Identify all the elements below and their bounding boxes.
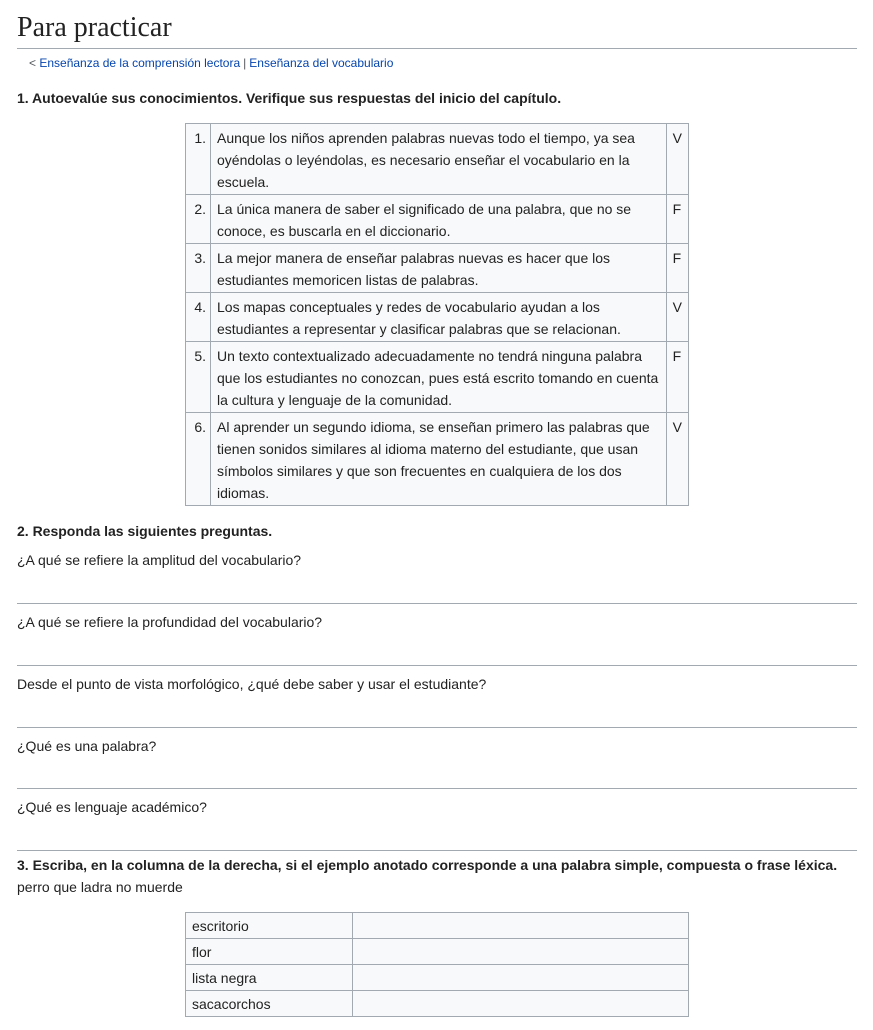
- item-statement: Los mapas conceptuales y redes de vocabulario ayudan a los estudiantes a representar y clasificar palabras que se relacionan.: [211, 293, 667, 342]
- item-number: 3.: [186, 244, 211, 293]
- breadcrumb-separator: |: [243, 56, 247, 70]
- word-cell: escritorio: [186, 913, 353, 939]
- table-row: [186, 939, 689, 965]
- item-statement: Un texto contextualizado adecuadamente no tendrá ninguna palabra que los estudiantes no conozcan, pues está escrito tomando en cuenta la cultura y lenguaje de la comunidad.: [211, 342, 667, 413]
- item-answer: F: [666, 195, 688, 244]
- item-number: 4.: [186, 293, 211, 342]
- item-answer: V: [666, 293, 688, 342]
- item-number: 2.: [186, 195, 211, 244]
- item-number: 5.: [186, 342, 211, 413]
- item-answer: F: [666, 342, 688, 413]
- classification-table: [185, 912, 689, 1017]
- question-text: ¿A qué se refiere la amplitud del vocabulario?: [17, 552, 302, 568]
- question-text: Desde el punto de vista morfológico, ¿qué debe saber y usar el estudiante?: [17, 676, 487, 692]
- self-assessment-table: [185, 123, 689, 506]
- table-row: [186, 293, 689, 342]
- q3-heading: 3. Escriba, en la columna de la derecha, si el ejemplo anotado corresponde a una palabra simple, compuesta o frase léxica.: [17, 857, 838, 873]
- table-row: [186, 413, 689, 506]
- answer-cell[interactable]: [353, 913, 689, 939]
- item-statement: La mejor manera de enseñar palabras nuevas es hacer que los estudiantes memoricen listas de palabras.: [211, 244, 667, 293]
- item-number: 1.: [186, 124, 211, 195]
- answer-line: [17, 665, 857, 666]
- answer-cell[interactable]: [353, 991, 689, 1017]
- word-cell: lista negra: [186, 965, 353, 991]
- breadcrumb-next-link[interactable]: Enseñanza del vocabulario: [249, 56, 394, 70]
- q1-heading: 1. Autoevalúe sus conocimientos. Verifique sus respuestas del inicio del capítulo.: [17, 90, 562, 106]
- answer-cell[interactable]: [353, 965, 689, 991]
- item-statement: La única manera de saber el significado de una palabra, que no se conoce, es buscarla en el diccionario.: [211, 195, 667, 244]
- table-row: [186, 124, 689, 195]
- page-title: Para practicar: [17, 8, 857, 49]
- table-row: [186, 195, 689, 244]
- item-statement: Aunque los niños aprenden palabras nuevas todo el tiempo, ya sea oyéndolas o leyéndolas, es necesario enseñar el vocabulario en la escuela.: [211, 124, 667, 195]
- breadcrumb-prev-link[interactable]: Enseñanza de la comprensión lectora: [39, 56, 241, 70]
- word-cell: flor: [186, 939, 353, 965]
- answer-line: [17, 788, 857, 789]
- answer-line: [17, 727, 857, 728]
- answer-cell[interactable]: [353, 939, 689, 965]
- item-number: 6.: [186, 413, 211, 506]
- item-statement: Al aprender un segundo idioma, se enseñan primero las palabras que tienen sonidos similares al idioma materno del estudiante, que usan símbolos similares y que son frecuentes en cualquiera de los dos idiomas.: [211, 413, 667, 506]
- example-text: perro que ladra no muerde: [17, 879, 183, 895]
- breadcrumb: [29, 56, 393, 70]
- question-text: ¿Qué es lenguaje académico?: [17, 799, 207, 815]
- table-row: [186, 342, 689, 413]
- answer-line: [17, 603, 857, 604]
- item-answer: V: [666, 413, 688, 506]
- table-row: [186, 913, 689, 939]
- item-answer: F: [666, 244, 688, 293]
- table-row: [186, 244, 689, 293]
- q2-heading: 2. Responda las siguientes preguntas.: [17, 523, 273, 539]
- question-text: ¿Qué es una palabra?: [17, 738, 157, 754]
- answer-line: [17, 850, 857, 851]
- word-cell: sacacorchos: [186, 991, 353, 1017]
- table-row: [186, 965, 689, 991]
- question-text: ¿A qué se refiere la profundidad del vocabulario?: [17, 614, 323, 630]
- breadcrumb-back-arrow: <: [29, 56, 37, 70]
- table-row: [186, 991, 689, 1017]
- item-answer: V: [666, 124, 688, 195]
